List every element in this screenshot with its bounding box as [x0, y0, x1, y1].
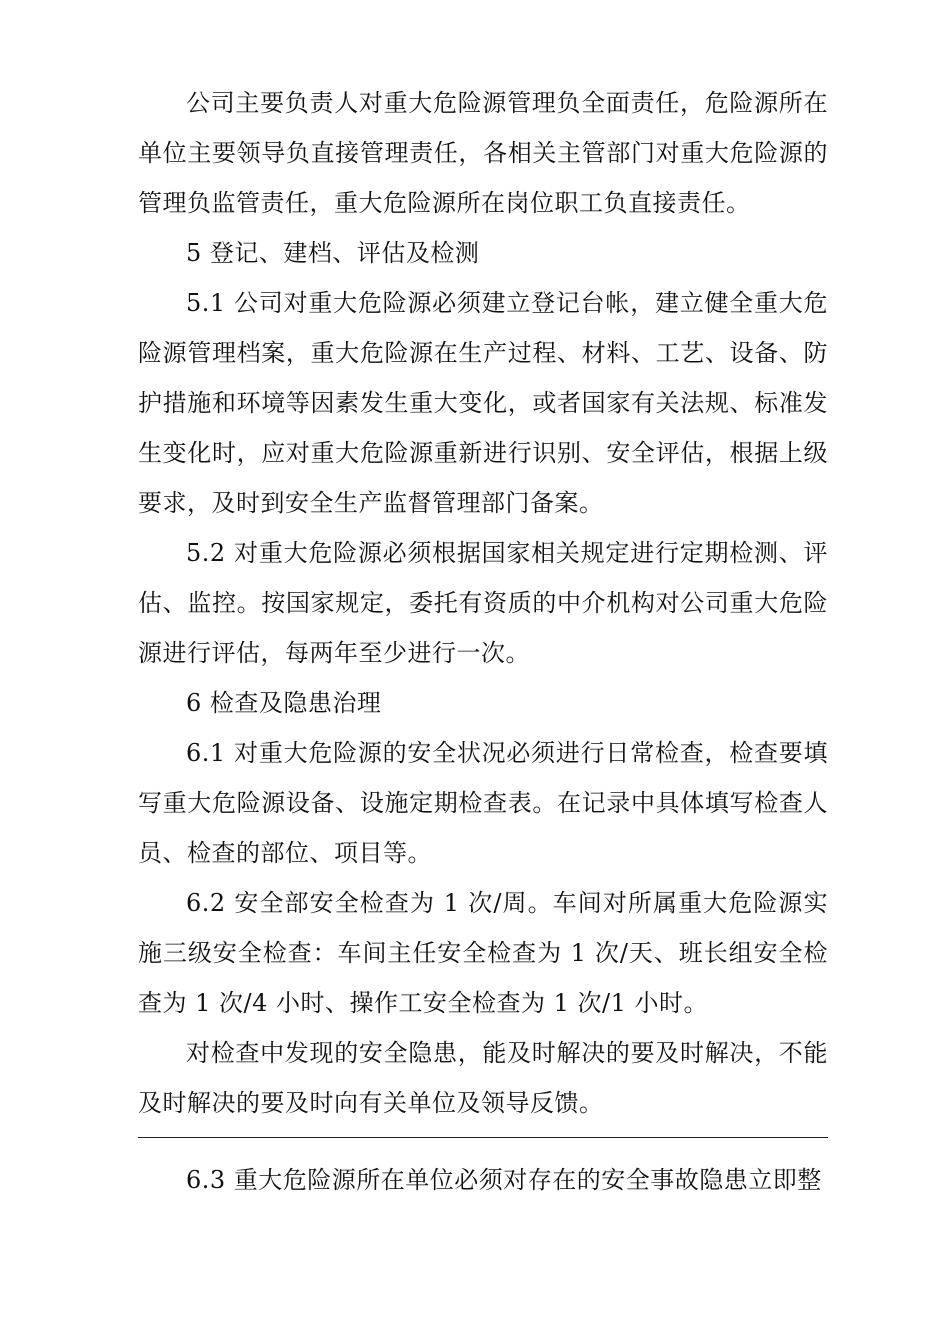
- page-divider: [138, 1137, 828, 1138]
- paragraph-5-2: 5.2 对重大危险源必须根据国家相关规定进行定期检测、评估、监控。按国家规定，委托有资质的中介机构对公司重大危险源进行评估，每两年至少进行一次。: [138, 539, 828, 667]
- paragraph-hazard-feedback: 对检查中发现的安全隐患，能及时解决的要及时解决，不能及时解决的要及时向有关单位及领导反馈。: [138, 1039, 828, 1117]
- paragraph-6-2: 6.2 安全部安全检查为 1 次/周。车间对所属重大危险源实施三级安全检查：车间主任安全检查为 1 次/天、班长组安全检查为 1 次/4 小时、操作工安全检查为 1 次/1 小时。: [138, 889, 828, 1017]
- paragraph-6-1: 6.1 对重大危险源的安全状况必须进行日常检查，检查要填写重大危险源设备、设施定期检查表。在记录中具体填写检查人员、检查的部位、项目等。: [138, 739, 828, 867]
- paragraph-responsibility: 公司主要负责人对重大危险源管理负全面责任，危险源所在单位主要领导负直接管理责任，各相关主管部门对重大危险源的管理负监管责任，重大危险源所在岗位职工负直接责任。: [138, 89, 828, 217]
- document-body: [138, 78, 828, 1128]
- paragraph-5-1: 5.1 公司对重大危险源必须建立登记台帐，建立健全重大危险源管理档案，重大危险源在生产过程、材料、工艺、设备、防护措施和环境等因素发生重大变化，或者国家有关法规、标准发生变化时，应对重大危险源重新进行识别、安全评估，根据上级要求，及时到安全生产监督管理部门备案。: [138, 289, 828, 517]
- section-heading-6: 6 检查及隐患治理: [186, 689, 382, 717]
- paragraph-6-3: 6.3 重大危险源所在单位必须对存在的安全事故隐患立即整: [186, 1166, 822, 1194]
- section-heading-5: 5 登记、建档、评估及检测: [186, 239, 480, 267]
- document-body-continued: [138, 1155, 828, 1205]
